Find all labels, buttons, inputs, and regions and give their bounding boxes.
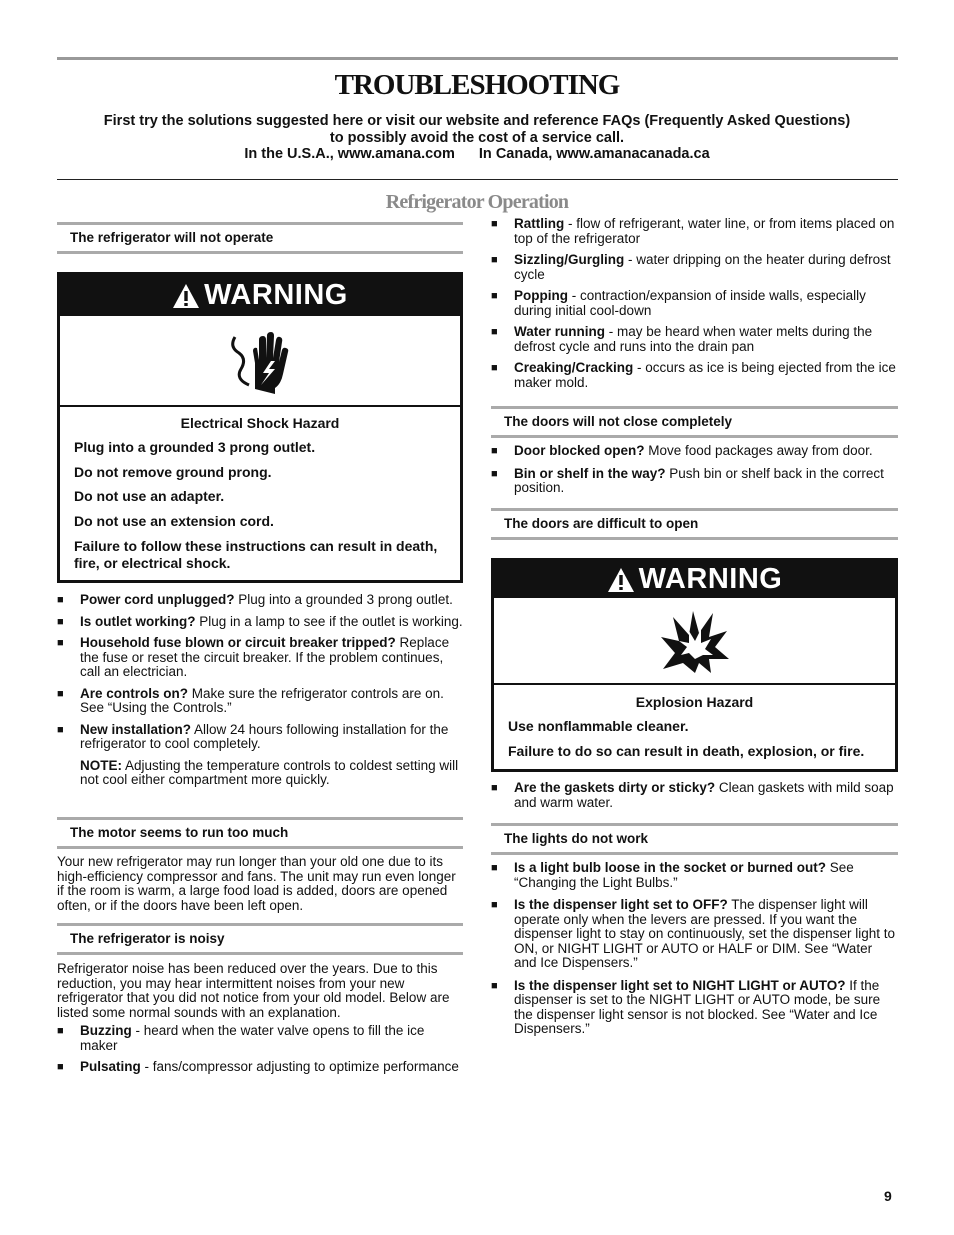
list-item: ■ Door blocked open? Move food packages away from door. xyxy=(491,444,898,459)
subhead-noisy: The refrigerator is noisy xyxy=(57,923,463,955)
page-title: TROUBLESHOOTING xyxy=(334,69,620,101)
list-item: ■ Sizzling/Gurgling - water dripping on the heater during defrost cycle xyxy=(491,253,898,282)
noisy-list-right xyxy=(491,217,898,390)
warning-header: WARNING xyxy=(494,561,895,598)
list-item: ■ Creaking/Cracking - occurs as ice is being ejected from the ice maker mold. xyxy=(491,361,898,390)
warning-body: Explosion Hazard Use nonflammable cleaner. Failure to do so can result in death, explosion, or fire. xyxy=(494,695,895,759)
list-item: ■ Are controls on? Make sure the refrigerator controls are on. See “Using the Controls.” xyxy=(57,687,463,716)
not-operate-list xyxy=(57,593,463,788)
list-item: ■ Pulsating - fans/compressor adjusting to optimize performance xyxy=(57,1060,463,1075)
noisy-list-left xyxy=(57,1024,463,1075)
list-item: ■ New installation? Allow 24 hours following installation for the refrigerator to cool completely. xyxy=(57,723,463,752)
list-item: ■ Is the dispenser light set to OFF? The dispenser light will operate only when the levers are pressed. If you want the dispenser light to stay on continuously, set the dispenser light to ON, or NIGHT LIGHT or AUTO or HALF or DIM. See “Water and Ice Dispensers.” xyxy=(491,898,898,971)
noisy-text: Refrigerator noise has been reduced over the years. Due to this reduction, you may hear intermittent noises from your new refrigerator that you did not notice from your old model. Below are listed some normal sounds with an explanation. xyxy=(57,961,450,1020)
intro-text: First try the solutions suggested here or visit our website and reference FAQs (Frequently Asked Questions) to possibly avoid the cost of a service call. In the U.S.A., www.amana.com In Canada, www.amanacanada.ca xyxy=(103,113,851,162)
warning-header: WARNING xyxy=(60,275,460,316)
note-text: NOTE: Adjusting the temperature controls to coldest setting will not cool either compartment more quickly. xyxy=(80,757,459,787)
list-item: ■ Power cord unplugged? Plug into a grounded 3 prong outlet. xyxy=(57,593,463,608)
list-item: ■ Is a light bulb loose in the socket or burned out? See “Changing the Light Bulbs.” xyxy=(491,861,898,890)
subhead-lights: The lights do not work xyxy=(491,823,898,855)
explosion-icon xyxy=(659,607,731,677)
subhead-motor: The motor seems to run too much xyxy=(57,817,463,849)
warning-box-electrical xyxy=(57,272,463,583)
warning-box-explosion xyxy=(491,558,898,772)
page-number: 9 xyxy=(884,1188,892,1204)
warning-triangle-icon xyxy=(607,567,635,593)
subhead-doors-open: The doors are difficult to open xyxy=(491,508,898,540)
doors-open-list xyxy=(491,781,898,810)
top-rule xyxy=(57,57,898,60)
list-item: ■ Are the gaskets dirty or sticky? Clean gaskets with mild soap and warm water. xyxy=(491,781,898,810)
shock-pictogram xyxy=(60,316,460,407)
list-item: ■ Buzzing - heard when the water valve opens to fill the ice maker xyxy=(57,1024,463,1053)
hazard-title: Explosion Hazard xyxy=(635,694,754,710)
doors-close-list xyxy=(491,444,898,496)
hazard-title: Electrical Shock Hazard xyxy=(180,415,340,431)
subhead-not-operate: The refrigerator will not operate xyxy=(57,222,463,254)
canada-website-link[interactable]: In Canada, www.amanacanada.ca xyxy=(478,146,710,162)
list-item: ■ Popping - contraction/expansion of inside walls, especially during initial cool-down xyxy=(491,289,898,318)
us-website-link[interactable]: In the U.S.A., www.amana.com xyxy=(244,146,455,162)
list-item: ■ Water running - may be heard when water melts during the defrost cycle and runs into the drain pan xyxy=(491,325,898,354)
list-item: ■ Rattling - flow of refrigerant, water line, or from items placed on top of the refrigerator xyxy=(491,217,898,246)
list-item: ■ Is the dispenser light set to NIGHT LIGHT or AUTO? If the dispenser is set to the NIGHT LIGHT or AUTO mode, be sure the dispenser light sensor is not blocked. See “Water and Ice Dispensers.” xyxy=(491,979,898,1037)
list-item: ■ Household fuse blown or circuit breaker tripped? Replace the fuse or reset the circuit breaker. If the problem continues, call an electrician. xyxy=(57,636,463,680)
section-title: Refrigerator Operation xyxy=(385,191,569,213)
list-item: ■ Is outlet working? Plug in a lamp to see if the outlet is working. xyxy=(57,615,463,630)
subhead-doors-close: The doors will not close completely xyxy=(491,406,898,438)
list-item: ■ Bin or shelf in the way? Push bin or shelf back in the correct position. xyxy=(491,467,898,496)
motor-text: Your new refrigerator may run longer than your old one due to its high-efficiency compressor and fans. The unit may run even longer if the room is warm, a large food load is added, doors are opened often, or if the doors have been left open. xyxy=(57,854,456,913)
electrical-shock-hand-icon xyxy=(225,327,295,397)
section-rule xyxy=(57,179,898,180)
warning-body: Electrical Shock Hazard Plug into a grounded 3 prong outlet. Do not remove ground prong. Do not use an adapter. Do not use an extension cord. Failure to follow these instructions can result in death, fire, or electrical shock. xyxy=(60,416,460,572)
lights-list xyxy=(491,861,898,1037)
warning-triangle-icon xyxy=(172,283,200,309)
explosion-pictogram xyxy=(494,598,895,685)
